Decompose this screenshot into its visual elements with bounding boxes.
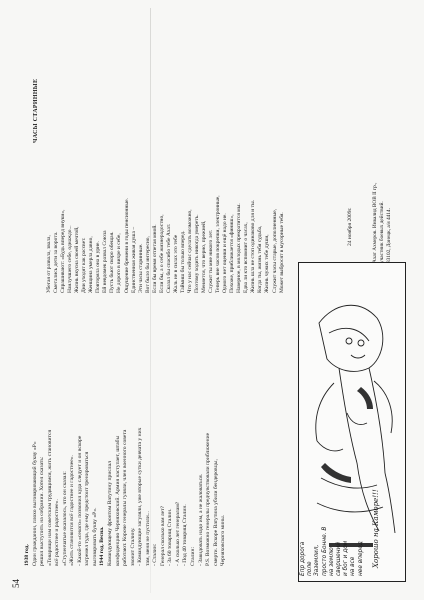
article-line: Генерал сколько вам лет? bbox=[159, 505, 166, 566]
article-line: - Под 40 товарищ Сталин. bbox=[182, 504, 189, 566]
article-line: загремел туда, где ему предстоит тренироваться bbox=[84, 451, 91, 566]
poem-line: Сказал бы спасибо тебе Ахат. bbox=[165, 223, 172, 293]
article-line: - За 60 товарищ Сталин. bbox=[167, 508, 174, 566]
article-line: - А сколько лет генералам? bbox=[174, 501, 181, 566]
poem-line: Служит часы старые, дополненные, bbox=[271, 208, 278, 293]
poem-line: Единственная живая душа – bbox=[130, 226, 137, 293]
poem-title: ЧАСЫ СТАРИННЫЕ bbox=[33, 78, 39, 143]
handnote-line: свершений bbox=[336, 541, 343, 576]
author-line: участник боевых действий. bbox=[379, 201, 385, 263]
poem-line: Наилучшего себе, однаждо... bbox=[67, 225, 74, 293]
poem-line: Ощущение бремени в годы пенсионные. bbox=[123, 198, 130, 293]
handnote-line: нее вперед bbox=[357, 541, 364, 576]
poem-line: Дни уходят как рассвет. bbox=[81, 237, 88, 293]
article-line: «Жить становится всё гадостнее и гадостнее». bbox=[69, 455, 76, 566]
article-line: работают. Короче генералы гуляли, член военного совета bbox=[122, 429, 129, 566]
poem-line: Повторяла она в урне. bbox=[95, 241, 102, 293]
article-line: - Какой-то «секого» позвонил куда следует и он вскоре bbox=[76, 435, 83, 566]
poem-line: Пусть бьют скоро обещая. bbox=[109, 231, 116, 293]
poem-line: Не дорого в вихре и себе, bbox=[116, 233, 123, 293]
poem-line: Служит ты мне никого лет. bbox=[208, 229, 215, 293]
handnote-line: Епр дорога bbox=[300, 541, 306, 576]
article-line: Один гражданин, плохо выговаривающий букву «Р» bbox=[31, 441, 38, 566]
article-line: «Ступенчатые оказалось, что он сказал: bbox=[61, 471, 68, 566]
author-line: 83102, Донецк, а/я 4414. bbox=[386, 208, 392, 263]
poem-line: Едва ли кто вспомнит о часах, bbox=[243, 222, 250, 293]
article-line: P.S. Возможно генералы предчувствовали приближение bbox=[205, 432, 212, 566]
poem-line: Теперь вне часов покрепки, электронные, bbox=[215, 195, 222, 293]
poem-line: Если бы, а о себе жизнерадостно, bbox=[158, 214, 165, 293]
poem-line: Сметались дети за ворота. bbox=[53, 231, 60, 293]
handnote-line: на все bbox=[350, 556, 357, 576]
poem-line: Может выбросят в мусорные тебя. bbox=[278, 212, 285, 293]
poem-line: Если бы время отпетая мной. bbox=[151, 224, 158, 293]
poem-line: Похоже, приближается «финиш», bbox=[229, 214, 236, 293]
poem-line: Жизнь чужих тебе души, bbox=[264, 234, 271, 293]
poem-line: Таймиш бы только вперед. bbox=[179, 230, 186, 293]
handnote-line: просто Бонне. В bbox=[321, 526, 328, 576]
handnote-line: и бог и дом bbox=[343, 540, 350, 576]
cartoon-caption: Хорошо на Каморе!!! bbox=[372, 489, 380, 568]
poem-line: Меняется, что верно, прежней, bbox=[201, 220, 208, 293]
poem-line: Женщина умерла давно, bbox=[88, 236, 95, 293]
poem-line: Жизнь шла не стоп одинаково для и ты. bbox=[250, 199, 257, 293]
handnote-line: на землю bbox=[328, 547, 335, 576]
author-line: Ахат Ахмеров. Инвалид ВОВ II гр., bbox=[372, 182, 378, 263]
article-line: конфиденцию Черняховский. Армия наступает, штабы bbox=[114, 435, 121, 566]
poem-line: Одного нет оценки и ещё надо не. bbox=[222, 213, 229, 293]
article-line: Сталин: bbox=[190, 546, 197, 566]
article-line: 1938 год. bbox=[24, 544, 30, 566]
poem-line: Жизнь вкусна своей мечтой, bbox=[74, 226, 81, 293]
handnote-line: Заземлил, bbox=[314, 544, 321, 576]
poem-line: Спрашивают: «Будь вперед внуки», bbox=[60, 209, 67, 293]
poem-line: Когда ты, жизнь тебя судьба, bbox=[257, 225, 264, 293]
poem-line: Вот было бы интересно, bbox=[144, 236, 151, 293]
poem-line: Убегая от развала, звала, bbox=[46, 235, 52, 293]
poem-line: Ей невдомек развал Союза bbox=[102, 230, 109, 293]
article-line: решил выступить на собрании. Хотел сказать: bbox=[39, 456, 46, 566]
article-line: - Командующие загуляли, уже вторые сутки девчата у них bbox=[137, 427, 144, 566]
article-line: звонит Сталину. bbox=[129, 527, 136, 566]
poem-author bbox=[372, 183, 393, 263]
article-line: смерти. Вскоре Ватутина убили бендеровцы, bbox=[212, 459, 219, 566]
article-line: - Завидовать надо им, а не жаловаться. bbox=[197, 473, 204, 566]
poem-line: Что у нас сейчас сделать возможно, bbox=[186, 209, 193, 293]
article-line: Черняховского мины. bbox=[220, 514, 227, 566]
poem-line: Эти часы старинные. bbox=[137, 243, 144, 293]
article-column bbox=[24, 308, 228, 566]
poem-line: Поэтому ходить никогда умереть. bbox=[193, 214, 200, 293]
article-line: Командующему фронтом Ватутину прислал bbox=[107, 461, 114, 566]
poem-line: Наверное, в молодых прекратится мы. bbox=[236, 203, 243, 293]
article-line: - Сталин: bbox=[152, 543, 159, 566]
article-line: всё радостнее и радостнее». bbox=[54, 499, 61, 566]
poem-date: 24 ноября 2009г. bbox=[347, 207, 353, 246]
handnote-line: поле bbox=[307, 561, 314, 576]
article-line: 1944 год. Весна. bbox=[99, 526, 106, 566]
poem-line: Жаль не в силах это тебе bbox=[172, 234, 179, 293]
article-line: выговаривать букву «Р». bbox=[91, 507, 98, 566]
article-line: «Товарищи нам советским трудящимся, жить становится bbox=[46, 429, 53, 566]
page-number: 54 bbox=[11, 579, 21, 588]
handwritten-note bbox=[300, 527, 365, 576]
article-line: там, меня не пустили... bbox=[144, 511, 151, 566]
poem-body bbox=[46, 0, 286, 293]
